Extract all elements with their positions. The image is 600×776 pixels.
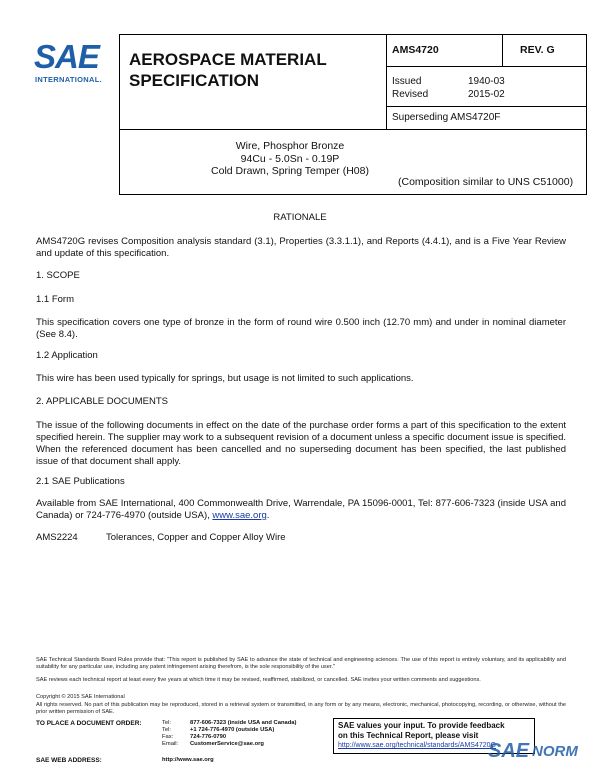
footer-rules: SAE Technical Standards Board Rules provide that: "This report is published by SAE to advance the state of technical and engineering sciences. The use of this report is entirely voluntary, and its applicability and suitability for any particular use, including any patent infringement arising therefrom, is the sole responsibility of the user." [36,657,566,670]
order-contact-labels [162,720,178,748]
rationale-heading: RATIONALE [273,212,327,223]
subject-line: Cold Drawn, Spring Temper (H08) [211,165,369,177]
tel-value: +1 724-776-4970 (outside USA) [190,727,275,733]
document-number: AMS4720 [392,44,439,56]
revised-date: 2015-02 [468,89,505,100]
subject-line: 94Cu - 5.0Sn - 0.19P [240,152,340,165]
section-heading: 1.1 Form [36,294,75,305]
tel-value: 877-606-7323 (inside USA and Canada) [190,720,297,726]
fax-label: Fax: [162,734,174,740]
feedback-link[interactable]: http://www.sae.org/technical/standards/AMS4720G [338,742,496,749]
header-divider [386,106,586,107]
web-address-link[interactable]: http://www.sae.org [162,757,214,763]
reference-code: AMS2224 [36,532,78,543]
section-text: This wire has been used typically for springs, but usage is not limited to such applications. [36,373,414,384]
section-heading: 2. APPLICABLE DOCUMENTS [36,396,168,407]
footer-rights: All rights reserved. No part of this publication may be reproduced, stored in a retrieval system or transmitted, in any form or by any means, electronic, mechanical, photocopying, recording, or otherwise, without the prior written permission of SAE. [36,702,566,715]
order-label: TO PLACE A DOCUMENT ORDER: [36,720,142,727]
sae-norm-watermark [488,738,598,774]
header-divider [386,66,586,67]
document-type-title: AEROSPACE MATERIAL SPECIFICATION [129,50,327,90]
email-value[interactable]: CustomerService@sae.org [190,741,264,747]
web-address-label: SAE WEB ADDRESS: [36,757,102,764]
section-heading: 1.2 Application [36,350,98,361]
header-divider [386,34,387,129]
watermark-norm-text: NORM [532,743,578,760]
footer-review-note: SAE reviews each technical report at least every five years at which time it may be revised, reaffirmed, stabilized, or cancelled. SAE invites your written comments and suggestions. [36,677,481,683]
subject-block [130,140,450,178]
revision-label: REV. G [520,44,555,56]
revised-label: Revised [392,89,429,100]
rationale-text: AMS4720G revises Composition analysis standard (3.1), Properties (3.3.1.1), and Reports (4.4.1), and is a Five Year Review and update of this specification. [36,236,566,259]
section-heading: 2.1 SAE Publications [36,476,125,487]
fax-value: 724-776-0790 [190,734,227,740]
footer-copyright: Copyright © 2015 SAE International [36,694,125,700]
issued-date: 1940-03 [468,76,505,87]
sae-logo-subtext: INTERNATIONAL. [35,75,102,84]
section-text: The issue of the following documents in effect on the date of the purchase order forms a part of this specification to the extent specified herein. The supplier may work to a subsequent revision of a document unless a specific document issue is specified. When the referenced document has been cancelled and no superseding document has been specified, the last published issue of that document shall apply. [36,420,566,467]
feedback-line: SAE values your input. To provide feedback [338,721,505,730]
header-divider [502,34,503,66]
section-heading: 1. SCOPE [36,270,80,281]
issued-label: Issued [392,76,422,87]
sae-address-text: Available from SAE International, 400 Commonwealth Drive, Warrendale, PA 15096-0001, Tel: 877-606-7323 (inside USA and Canada) or 724-776-4970 (outside USA), [36,498,566,521]
sae-logo-text: SAE [34,38,99,75]
superseding-note: Superseding AMS4720F [392,112,501,123]
subject-line: (Composition similar to UNS C51000) [398,176,574,188]
sae-logo [34,38,114,84]
section-text: Available from SAE International, 400 Commonwealth Drive, Warrendale, PA 15096-0001, Tel: 877-606-7323 (inside USA and Canada) or 724-776-4970 (outside USA), www.sae.org. [36,498,566,521]
email-label: Email: [162,741,179,747]
order-contact-values [190,720,296,748]
sae-website-link[interactable]: www.sae.org [212,510,267,521]
feedback-line: on this Technical Report, please visit [338,731,479,740]
reference-title: Tolerances, Copper and Copper Alloy Wire [106,532,286,543]
watermark-sae-text: SAE [488,740,530,762]
subject-line: Wire, Phosphor Bronze [235,140,345,152]
tel-label: Tel: [162,727,172,733]
tel-label: Tel: [162,720,172,726]
section-text: This specification covers one type of bronze in the form of round wire 0.500 inch (12.70 mm) and under in nominal diameter (See 8.4). [36,317,566,340]
